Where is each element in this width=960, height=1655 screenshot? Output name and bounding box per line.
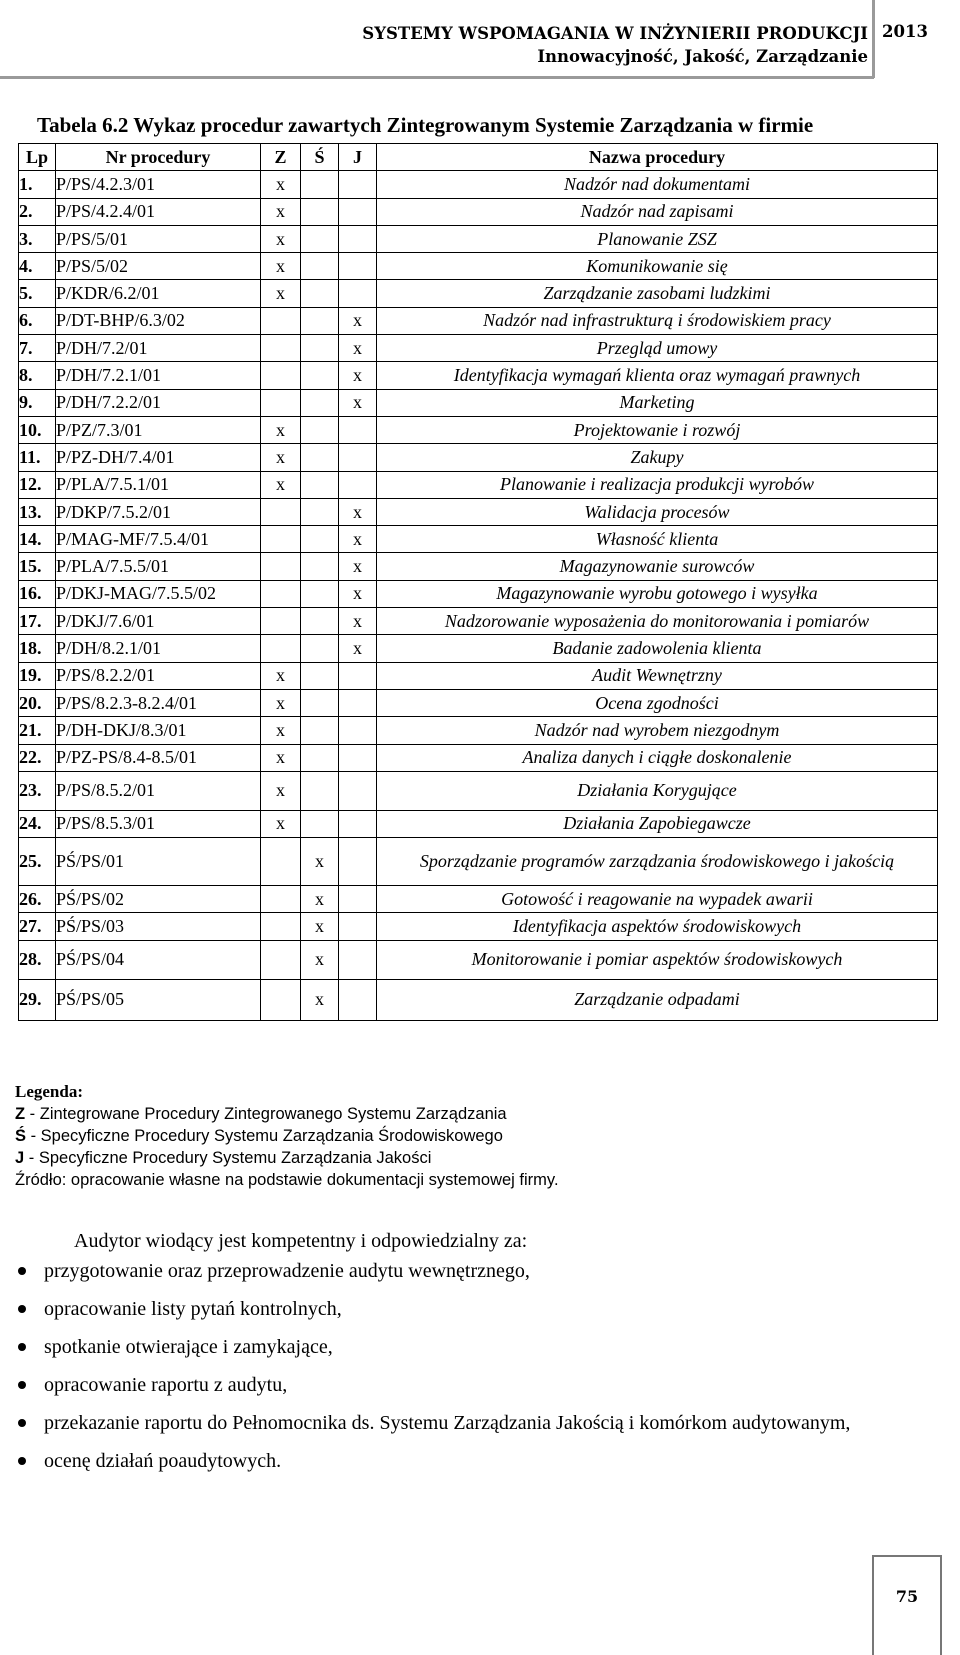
cell-procedure-number: P/PZ/7.3/01: [56, 416, 261, 443]
cell-lp: 18.: [19, 635, 56, 662]
table-row: [19, 689, 938, 716]
legend-text: - Specyficzne Procedury Systemu Zarządzania Jakości: [24, 1149, 432, 1167]
journal-title: [362, 22, 868, 68]
cell-procedure-name: Magazynowanie surowców: [377, 553, 938, 580]
table-row: [19, 198, 938, 225]
cell-j: [339, 198, 377, 225]
table-row: [19, 526, 938, 553]
cell-s: [301, 198, 339, 225]
cell-procedure-name: Sporządzanie programów zarządzania środowiskowego i jakością: [377, 838, 938, 886]
cell-s: [301, 810, 339, 837]
table-row: [19, 280, 938, 307]
cell-procedure-number: P/PS/5/02: [56, 253, 261, 280]
cell-s: [301, 253, 339, 280]
cell-z: x: [261, 171, 301, 198]
cell-j: [339, 280, 377, 307]
cell-j: [339, 253, 377, 280]
cell-procedure-name: Zakupy: [377, 444, 938, 471]
cell-procedure-name: Nadzór nad infrastrukturą i środowiskiem pracy: [377, 307, 938, 334]
list-item: [18, 1407, 938, 1439]
table-row: [19, 771, 938, 810]
cell-lp: 15.: [19, 553, 56, 580]
cell-s: [301, 580, 339, 607]
cell-j: [339, 416, 377, 443]
table-row: [19, 580, 938, 607]
cell-procedure-number: P/DH/7.2/01: [56, 335, 261, 362]
cell-lp: 21.: [19, 717, 56, 744]
cell-s: [301, 498, 339, 525]
cell-procedure-number: P/DT-BHP/6.3/02: [56, 307, 261, 334]
list-item-text: spotkanie otwierające i zamykające,: [44, 1336, 333, 1358]
legend-key: J: [15, 1149, 25, 1167]
cell-z: [261, 526, 301, 553]
col-header-s: Ś: [301, 144, 339, 171]
cell-z: [261, 362, 301, 389]
cell-lp: 5.: [19, 280, 56, 307]
cell-j: x: [339, 362, 377, 389]
table-row: [19, 838, 938, 886]
table-row: [19, 225, 938, 252]
table-row: [19, 810, 938, 837]
cell-z: [261, 580, 301, 607]
cell-lp: 10.: [19, 416, 56, 443]
cell-z: [261, 886, 301, 913]
bullet-icon: [18, 1267, 26, 1275]
header-divider-vertical: [872, 0, 875, 78]
cell-z: x: [261, 689, 301, 716]
cell-procedure-name: Zarządzanie zasobami ludzkimi: [377, 280, 938, 307]
cell-z: [261, 498, 301, 525]
cell-z: [261, 635, 301, 662]
cell-j: x: [339, 526, 377, 553]
cell-procedure-number: P/PS/8.5.2/01: [56, 771, 261, 810]
list-item-text: opracowanie raportu z audytu,: [44, 1374, 288, 1396]
cell-j: x: [339, 635, 377, 662]
table-row: [19, 886, 938, 913]
table-row: [19, 662, 938, 689]
legend-key: Z: [15, 1105, 26, 1123]
cell-j: [339, 471, 377, 498]
table-row: [19, 171, 938, 198]
cell-lp: 28.: [19, 940, 56, 979]
cell-s: [301, 553, 339, 580]
cell-lp: 11.: [19, 444, 56, 471]
cell-procedure-number: PŚ/PS/04: [56, 940, 261, 979]
table-row: [19, 498, 938, 525]
table-row: [19, 444, 938, 471]
legend-text: - Zintegrowane Procedury Zintegrowanego Systemu Zarządzania: [25, 1105, 507, 1123]
cell-procedure-name: Magazynowanie wyrobu gotowego i wysyłka: [377, 580, 938, 607]
cell-j: x: [339, 608, 377, 635]
cell-procedure-number: P/PZ-DH/7.4/01: [56, 444, 261, 471]
table-row: [19, 744, 938, 771]
cell-procedure-number: P/DH/7.2.2/01: [56, 389, 261, 416]
cell-procedure-name: Działania Korygujące: [377, 771, 938, 810]
cell-lp: 19.: [19, 662, 56, 689]
table-row: [19, 389, 938, 416]
col-header-name: Nazwa procedury: [377, 144, 938, 171]
cell-lp: 7.: [19, 335, 56, 362]
cell-j: [339, 886, 377, 913]
cell-z: [261, 979, 301, 1020]
cell-procedure-number: P/PS/8.2.3-8.2.4/01: [56, 689, 261, 716]
list-item: [18, 1255, 938, 1287]
cell-procedure-name: Własność klienta: [377, 526, 938, 553]
cell-procedure-name: Identyfikacja wymagań klienta oraz wymagań prawnych: [377, 362, 938, 389]
cell-z: x: [261, 416, 301, 443]
cell-procedure-name: Walidacja procesów: [377, 498, 938, 525]
table-row: [19, 717, 938, 744]
cell-z: x: [261, 198, 301, 225]
cell-j: x: [339, 307, 377, 334]
cell-procedure-number: P/PLA/7.5.5/01: [56, 553, 261, 580]
cell-procedure-number: PŚ/PS/05: [56, 979, 261, 1020]
cell-z: [261, 389, 301, 416]
cell-procedure-name: Nadzór nad dokumentami: [377, 171, 938, 198]
cell-procedure-number: P/PS/8.5.3/01: [56, 810, 261, 837]
cell-j: x: [339, 498, 377, 525]
legend-source: Źródło: opracowanie własne na podstawie dokumentacji systemowej firmy.: [15, 1171, 559, 1189]
cell-procedure-number: P/DH-DKJ/8.3/01: [56, 717, 261, 744]
cell-procedure-number: PŚ/PS/02: [56, 886, 261, 913]
cell-s: [301, 717, 339, 744]
cell-s: [301, 171, 339, 198]
cell-lp: 1.: [19, 171, 56, 198]
cell-j: [339, 171, 377, 198]
cell-z: x: [261, 471, 301, 498]
cell-lp: 2.: [19, 198, 56, 225]
cell-procedure-number: P/PS/4.2.3/01: [56, 171, 261, 198]
journal-title-line2: Innowacyjność, Jakość, Zarządzanie: [537, 47, 868, 66]
cell-lp: 8.: [19, 362, 56, 389]
procedures-table: [18, 143, 938, 1021]
cell-lp: 29.: [19, 979, 56, 1020]
cell-procedure-number: PŚ/PS/03: [56, 913, 261, 940]
cell-s: x: [301, 940, 339, 979]
cell-j: [339, 662, 377, 689]
cell-lp: 16.: [19, 580, 56, 607]
list-item: [18, 1445, 938, 1477]
cell-procedure-name: Planowanie ZSZ: [377, 225, 938, 252]
legend-item: [15, 1147, 559, 1169]
cell-s: [301, 335, 339, 362]
cell-s: [301, 416, 339, 443]
cell-s: x: [301, 913, 339, 940]
bullet-icon: [18, 1457, 26, 1465]
cell-j: [339, 771, 377, 810]
cell-procedure-name: Projektowanie i rozwój: [377, 416, 938, 443]
table-row: [19, 913, 938, 940]
col-header-j: J: [339, 144, 377, 171]
cell-lp: 25.: [19, 838, 56, 886]
col-header-lp: Lp: [19, 144, 56, 171]
table-row: [19, 979, 938, 1020]
cell-s: [301, 526, 339, 553]
cell-lp: 27.: [19, 913, 56, 940]
cell-j: [339, 744, 377, 771]
cell-lp: 4.: [19, 253, 56, 280]
cell-procedure-number: P/PLA/7.5.1/01: [56, 471, 261, 498]
cell-lp: 24.: [19, 810, 56, 837]
cell-j: [339, 979, 377, 1020]
cell-lp: 22.: [19, 744, 56, 771]
cell-lp: 12.: [19, 471, 56, 498]
cell-s: x: [301, 838, 339, 886]
table-row: [19, 608, 938, 635]
journal-year: 2013: [882, 22, 928, 41]
table-row: [19, 362, 938, 389]
cell-procedure-name: Planowanie i realizacja produkcji wyrobów: [377, 471, 938, 498]
cell-s: [301, 608, 339, 635]
table-caption: Tabela 6.2 Wykaz procedur zawartych Zintegrowanym Systemie Zarządzania w firmie: [37, 113, 814, 137]
list-item: [18, 1293, 938, 1325]
cell-procedure-number: P/PS/5/01: [56, 225, 261, 252]
cell-s: [301, 471, 339, 498]
cell-j: x: [339, 580, 377, 607]
page-number-box: [872, 1555, 942, 1655]
cell-s: [301, 771, 339, 810]
cell-z: x: [261, 744, 301, 771]
cell-s: [301, 689, 339, 716]
cell-z: [261, 913, 301, 940]
cell-procedure-name: Badanie zadowolenia klienta: [377, 635, 938, 662]
table-row: [19, 416, 938, 443]
list-item: [18, 1331, 938, 1363]
cell-lp: 26.: [19, 886, 56, 913]
cell-procedure-number: P/DKJ-MAG/7.5.5/02: [56, 580, 261, 607]
cell-s: x: [301, 979, 339, 1020]
cell-procedure-number: P/MAG-MF/7.5.4/01: [56, 526, 261, 553]
duties-list: [18, 1255, 938, 1483]
table-row: [19, 635, 938, 662]
cell-z: x: [261, 225, 301, 252]
cell-z: [261, 608, 301, 635]
cell-j: [339, 225, 377, 252]
bullet-icon: [18, 1419, 26, 1427]
list-item: [18, 1369, 938, 1401]
cell-lp: 17.: [19, 608, 56, 635]
cell-z: x: [261, 810, 301, 837]
cell-j: x: [339, 335, 377, 362]
cell-z: x: [261, 717, 301, 744]
cell-lp: 6.: [19, 307, 56, 334]
cell-z: x: [261, 280, 301, 307]
cell-procedure-number: P/PS/4.2.4/01: [56, 198, 261, 225]
cell-z: [261, 553, 301, 580]
list-item-text: przygotowanie oraz przeprowadzenie audytu wewnętrznego,: [44, 1260, 530, 1282]
cell-z: x: [261, 444, 301, 471]
cell-procedure-number: P/DH/7.2.1/01: [56, 362, 261, 389]
cell-lp: 13.: [19, 498, 56, 525]
col-header-nr: Nr procedury: [56, 144, 261, 171]
cell-lp: 23.: [19, 771, 56, 810]
cell-lp: 9.: [19, 389, 56, 416]
legend: [15, 1081, 559, 1191]
bullet-icon: [18, 1343, 26, 1351]
table-row: [19, 335, 938, 362]
cell-j: [339, 444, 377, 471]
page-header: [0, 0, 960, 80]
cell-j: x: [339, 553, 377, 580]
cell-procedure-name: Marketing: [377, 389, 938, 416]
legend-item: [15, 1103, 559, 1125]
cell-procedure-name: Nadzór nad zapisami: [377, 198, 938, 225]
cell-procedure-name: Komunikowanie się: [377, 253, 938, 280]
cell-s: x: [301, 886, 339, 913]
cell-lp: 20.: [19, 689, 56, 716]
cell-procedure-name: Zarządzanie odpadami: [377, 979, 938, 1020]
cell-s: [301, 444, 339, 471]
legend-text: - Specyficzne Procedury Systemu Zarządzania Środowiskowego: [26, 1127, 503, 1145]
legend-item: [15, 1125, 559, 1147]
table-row: [19, 253, 938, 280]
cell-procedure-name: Analiza danych i ciągłe doskonalenie: [377, 744, 938, 771]
legend-title: Legenda:: [15, 1082, 83, 1101]
intro-paragraph: Audytor wiodący jest kompetentny i odpowiedzialny za:: [74, 1230, 528, 1252]
cell-s: [301, 389, 339, 416]
cell-s: [301, 307, 339, 334]
cell-s: [301, 635, 339, 662]
cell-procedure-name: Identyfikacja aspektów środowiskowych: [377, 913, 938, 940]
cell-procedure-number: P/DH/8.2.1/01: [56, 635, 261, 662]
cell-procedure-name: Przegląd umowy: [377, 335, 938, 362]
cell-lp: 3.: [19, 225, 56, 252]
bullet-icon: [18, 1305, 26, 1313]
cell-j: x: [339, 389, 377, 416]
table-row: [19, 553, 938, 580]
list-item-text: przekazanie raportu do Pełnomocnika ds. Systemu Zarządzania Jakością i komórkom audytowanym,: [44, 1412, 851, 1434]
cell-s: [301, 225, 339, 252]
cell-procedure-number: P/DKP/7.5.2/01: [56, 498, 261, 525]
cell-z: [261, 335, 301, 362]
cell-procedure-name: Ocena zgodności: [377, 689, 938, 716]
table-row: [19, 940, 938, 979]
cell-procedure-number: P/KDR/6.2/01: [56, 280, 261, 307]
list-item-text: opracowanie listy pytań kontrolnych,: [44, 1298, 342, 1320]
cell-j: [339, 689, 377, 716]
header-divider-horizontal: [0, 76, 874, 79]
cell-z: x: [261, 253, 301, 280]
legend-key: Ś: [15, 1127, 27, 1145]
page-number: 75: [895, 1587, 919, 1606]
cell-j: [339, 717, 377, 744]
cell-procedure-name: Nadzorowanie wyposażenia do monitorowania i pomiarów: [377, 608, 938, 635]
cell-procedure-name: Działania Zapobiegawcze: [377, 810, 938, 837]
cell-j: [339, 838, 377, 886]
cell-procedure-number: P/DKJ/7.6/01: [56, 608, 261, 635]
cell-procedure-name: Gotowość i reagowanie na wypadek awarii: [377, 886, 938, 913]
cell-z: [261, 940, 301, 979]
cell-procedure-number: P/PZ-PS/8.4-8.5/01: [56, 744, 261, 771]
cell-lp: 14.: [19, 526, 56, 553]
cell-j: [339, 810, 377, 837]
cell-z: [261, 838, 301, 886]
cell-z: x: [261, 662, 301, 689]
cell-j: [339, 913, 377, 940]
cell-j: [339, 940, 377, 979]
cell-procedure-name: Audit Wewnętrzny: [377, 662, 938, 689]
table-header-row: [19, 144, 938, 171]
journal-title-line1: SYSTEMY WSPOMAGANIA W INŻYNIERII PRODUKCJI: [362, 24, 868, 43]
table-row: [19, 471, 938, 498]
cell-s: [301, 362, 339, 389]
table-row: [19, 307, 938, 334]
cell-procedure-name: Nadzór nad wyrobem niezgodnym: [377, 717, 938, 744]
cell-s: [301, 744, 339, 771]
cell-z: [261, 307, 301, 334]
cell-s: [301, 280, 339, 307]
bullet-icon: [18, 1381, 26, 1389]
cell-procedure-name: Monitorowanie i pomiar aspektów środowiskowych: [377, 940, 938, 979]
cell-z: x: [261, 771, 301, 810]
cell-procedure-number: P/PS/8.2.2/01: [56, 662, 261, 689]
cell-procedure-number: PŚ/PS/01: [56, 838, 261, 886]
cell-s: [301, 662, 339, 689]
col-header-z: Z: [261, 144, 301, 171]
list-item-text: ocenę działań poaudytowych.: [44, 1450, 282, 1472]
